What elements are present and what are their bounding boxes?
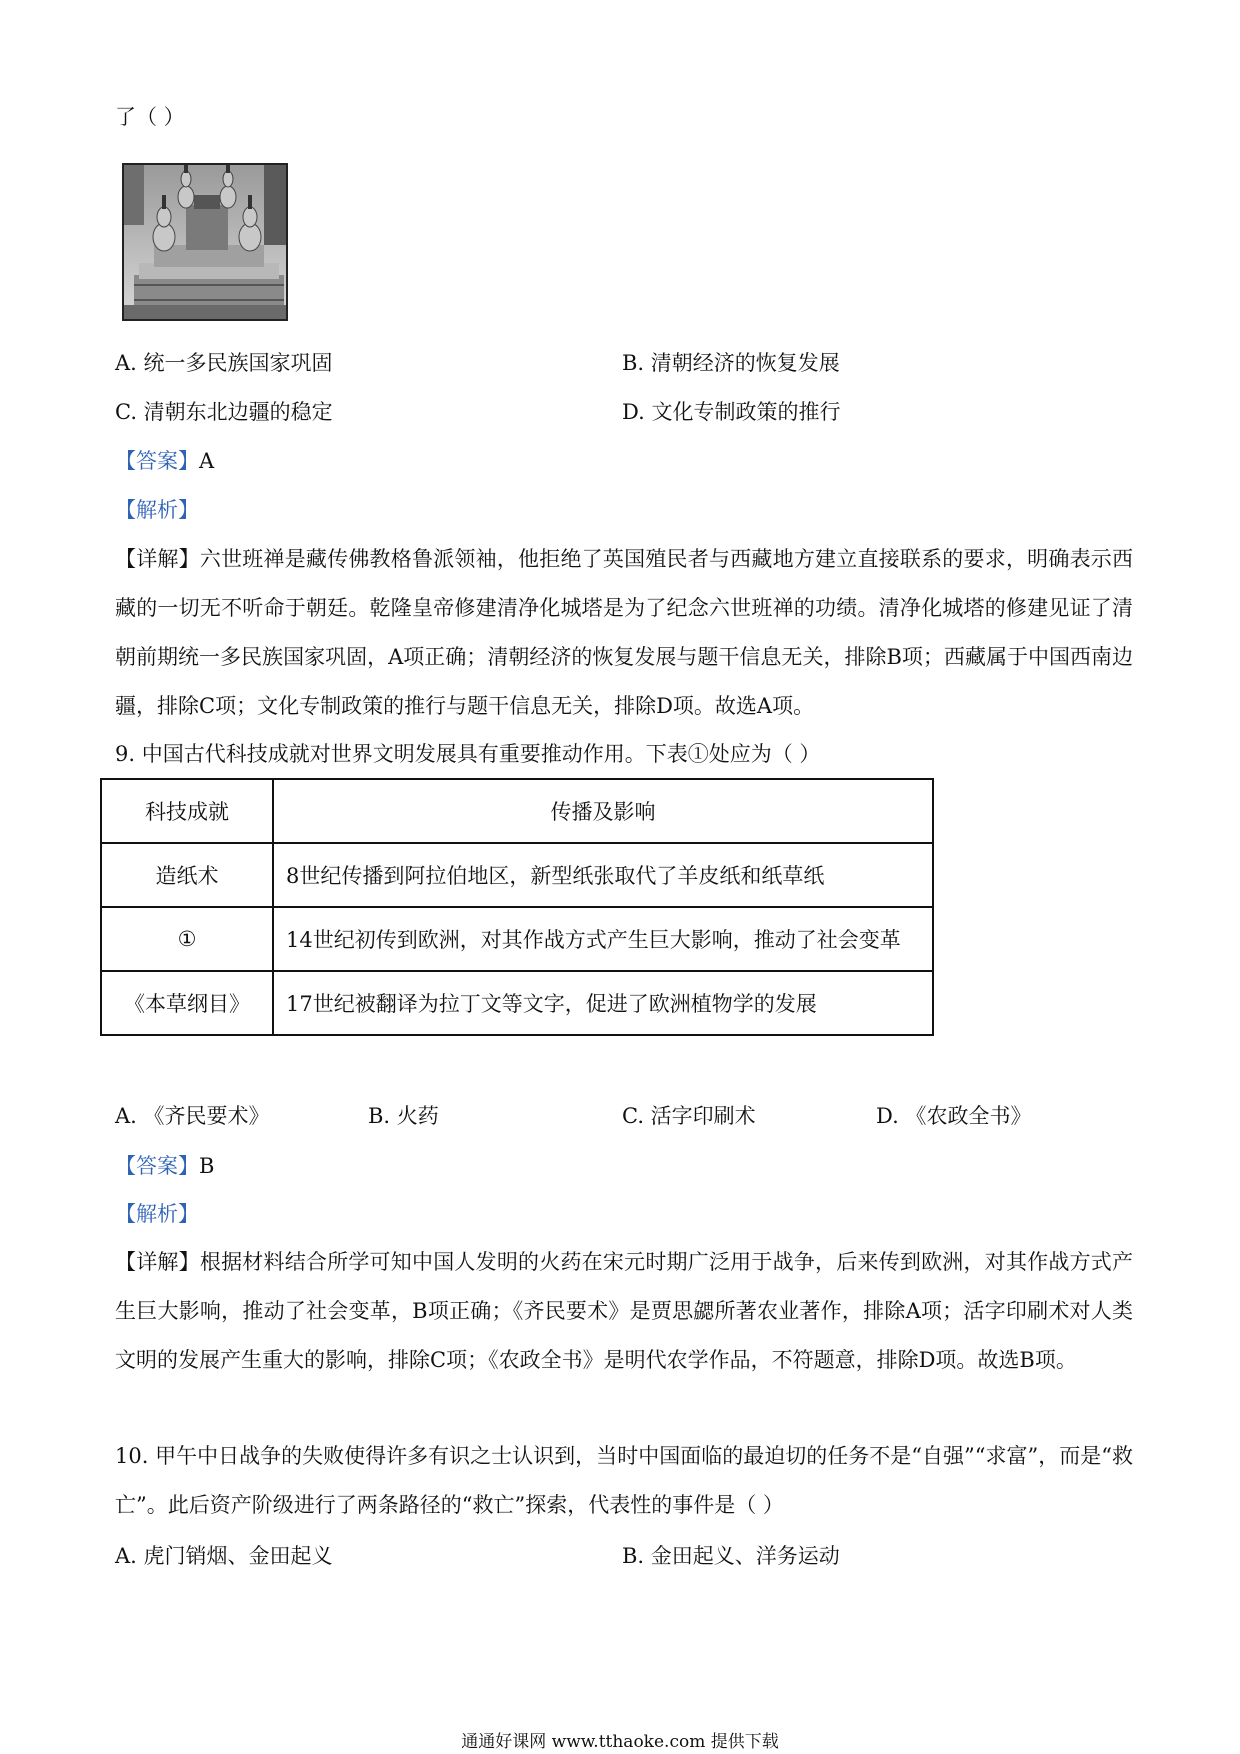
table-cell: 《本草纲目》	[101, 971, 273, 1035]
q9-analysis-tag: 【解析】	[115, 1202, 199, 1226]
q8-answer	[115, 446, 214, 476]
q9-option-c: C. 活字印刷术	[622, 1104, 756, 1128]
q8-option-b: B. 清朝经济的恢复发展	[622, 351, 840, 375]
q9-detail	[115, 1238, 1133, 1385]
table-cell: ①	[101, 907, 273, 971]
q9-answer	[115, 1151, 214, 1181]
q10-option-a: A. 虎门销烟、金田起义	[115, 1544, 333, 1568]
q8-option-d: D. 文化专制政策的推行	[622, 400, 841, 424]
q8-option-a: A. 统一多民族国家巩固	[115, 351, 333, 375]
detail-tag: 【详解】	[115, 547, 200, 571]
table-cell: 造纸术	[101, 843, 273, 907]
q9-option-d: D. 《农政全书》	[876, 1104, 1032, 1128]
table-header-row	[101, 779, 933, 843]
table-row	[101, 971, 933, 1035]
detail-text: 根据材料结合所学可知中国人发明的火药在宋元时期广泛用于战争，后来传到欧洲，对其作战方式产生巨大影响，推动了社会变革，B项正确；《齐民要术》是贾思勰所著农业著作，排除A项；活字印刷术对人类文明的发展产生重大的影响，排除C项；《农政全书》是明代农学作品，不符题意，排除D项。故选B项。	[115, 1250, 1134, 1372]
answer-tag: 【答案】	[115, 1154, 199, 1178]
page-footer: 通通好课网 www.tthaoke.com 提供下载	[461, 1732, 779, 1752]
q9-option-b: B. 火药	[368, 1104, 439, 1128]
table-header: 传播及影响	[273, 779, 933, 843]
table-row	[101, 907, 933, 971]
table-row	[101, 843, 933, 907]
answer-value: A	[199, 449, 215, 473]
q8-option-c: C. 清朝东北边疆的稳定	[115, 400, 333, 424]
detail-text: 六世班禅是藏传佛教格鲁派领袖，他拒绝了英国殖民者与西藏地方建立直接联系的要求，明确表示西藏的一切无不听命于朝廷。乾隆皇帝修建清净化城塔是为了纪念六世班禅的功绩。清净化城塔的修建见证了清朝前期统一多民族国家巩固，A项正确；清朝经济的恢复发展与题干信息无关，排除B项；西藏属于中国西南边疆，排除C项；文化专制政策的推行与题干信息无关，排除D项。故选A项。	[115, 547, 1134, 718]
q8-detail	[115, 535, 1133, 731]
pagoda-photo-image	[124, 165, 288, 321]
table-cell: 14世纪初传到欧洲，对其作战方式产生巨大影响，推动了社会变革	[273, 907, 933, 971]
answer-value: B	[199, 1154, 215, 1178]
q10-option-b: B. 金田起义、洋务运动	[622, 1544, 840, 1568]
q9-stem: 9. 中国古代科技成就对世界文明发展具有重要推动作用。下表①处应为（ ）	[115, 742, 821, 766]
q9-option-a: A. 《齐民要术》	[115, 1104, 270, 1128]
tech-table	[100, 778, 934, 1036]
detail-tag: 【详解】	[115, 1250, 200, 1274]
q8-analysis-tag: 【解析】	[115, 498, 199, 522]
table-cell: 8世纪传播到阿拉伯地区，新型纸张取代了羊皮纸和纸草纸	[273, 843, 933, 907]
table-cell: 17世纪被翻译为拉丁文等文字，促进了欧洲植物学的发展	[273, 971, 933, 1035]
answer-tag: 【答案】	[115, 449, 199, 473]
pagoda-photo	[122, 163, 288, 321]
q8-stem-tail: 了（ ）	[115, 105, 185, 129]
q10-stem: 10. 甲午中日战争的失败使得许多有识之士认识到，当时中国面临的最迫切的任务不是“自强”“求富”，而是“救亡”。此后资产阶级进行了两条路径的“救亡”探索，代表性的事件是（ ）	[115, 1444, 1133, 1517]
table-header: 科技成就	[101, 779, 273, 843]
